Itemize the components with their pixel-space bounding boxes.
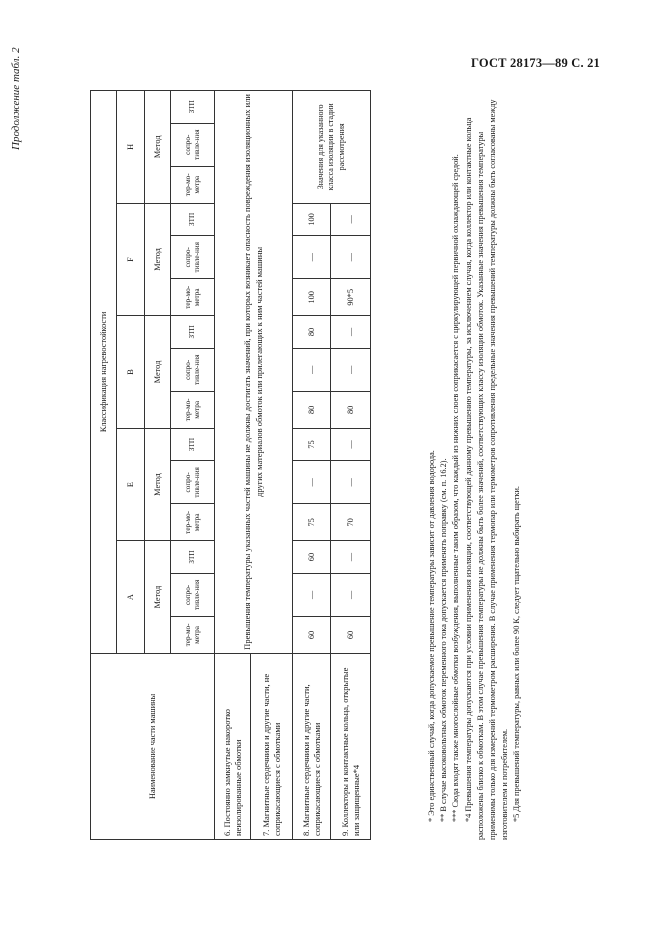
- submethod-ztp: ЗТП: [171, 541, 215, 573]
- submethod-ztp: ЗТП: [171, 91, 215, 124]
- footnote: *4 Превышения температуры допускаются при условии применения изоляции, соответствующей данному превышению температуры, за исключением случая, когда коллектор или контактные кольца расположены близко к обмоткам. В этом случае превышения температуры не должны быть более значений, соответствующих классу изоляции обмоток. Указанные значения превышения температуры применимы только для измерений термометром расширения. В случае применения термопар или термометров сопротивления предельные значения превышений температуры должны быть согласованы между изготовителем и потребителем.: [463, 99, 510, 840]
- row-label: 6. Постоянно замкнутые накоротко неизолированные обмотки: [215, 653, 251, 839]
- class-header-a: A: [117, 541, 145, 654]
- table-cell: —: [293, 573, 331, 616]
- footnote: *5 Для превышений температуры, равных или более 90 К, следует тщательно выбирать щетки.: [512, 485, 522, 822]
- table-cell: 100: [293, 203, 331, 235]
- submethod-thermometer: тер-мо-метра: [171, 279, 215, 316]
- table-cell: 80: [331, 391, 371, 428]
- submethod-resistance: сопро-тивле-ния: [171, 573, 215, 616]
- method-label: Метод: [145, 428, 171, 541]
- submethod-ztp: ЗТП: [171, 428, 215, 460]
- table-cell: 90*5: [331, 279, 371, 316]
- row-label: 9. Коллекторы и контактные кольца, открытые или защищенные*4: [331, 653, 371, 839]
- class-h-note: Значения для указанного класса изоляции в стадии рассмотрения: [293, 91, 371, 204]
- page-header: ГОСТ 28173—89 С. 21: [471, 56, 600, 70]
- table-cell: 70: [331, 504, 371, 541]
- submethod-thermometer: тер-мо-метра: [171, 391, 215, 428]
- footnote: *** Сюда входят также многослойные обмотки возбуждения, выполненные таким образом, что каждый из нижних слоев соприкасается с циркулирующей первичной охлаждающей средой.: [451, 154, 461, 822]
- row-label: 7. Магнитные сердечники и другие части, не соприкасающиеся с обмотками: [251, 653, 293, 839]
- table-cell: 80: [293, 316, 331, 348]
- submethod-ztp: ЗТП: [171, 203, 215, 235]
- submethod-resistance: сопро-тивле-ния: [171, 461, 215, 504]
- table-cell: 80: [293, 391, 331, 428]
- table-cell: —: [331, 236, 371, 279]
- class-header-b: B: [117, 316, 145, 429]
- submethod-thermometer: тер-мо-метра: [171, 504, 215, 541]
- table-cell: 60: [293, 541, 331, 573]
- table-cell: —: [331, 316, 371, 348]
- table-cell: —: [331, 428, 371, 460]
- table-cell: —: [293, 461, 331, 504]
- footnote: ** В случае высоковольтных обмоток переменного тока допускается применять поправку (см. п. 16.2).: [439, 458, 449, 822]
- table-cell: —: [293, 236, 331, 279]
- class-header-e: E: [117, 428, 145, 541]
- method-label: Метод: [145, 203, 171, 316]
- temperature-rise-table: [90, 90, 371, 840]
- table-cell: —: [331, 573, 371, 616]
- submethod-ztp: ЗТП: [171, 316, 215, 348]
- table-cell: —: [331, 541, 371, 573]
- table-row: [215, 91, 251, 840]
- submethod-thermometer: тер-мо-метра: [171, 166, 215, 203]
- col-header-name: Наименование части машины: [91, 653, 215, 839]
- method-label: Метод: [145, 91, 171, 204]
- classification-header: Классификация нагревостойкости: [91, 91, 117, 654]
- method-label: Метод: [145, 541, 171, 654]
- table-cell: —: [331, 348, 371, 391]
- table-cell: 60: [331, 617, 371, 654]
- footnote: * Это единственный случай, когда допускаемое превышение температуры зависит от давления водорода.: [427, 450, 436, 822]
- table-continuation-label: Продолжение табл. 2: [10, 47, 22, 150]
- table-row: [331, 91, 371, 840]
- footnotes: [426, 90, 524, 840]
- class-header-h: H: [117, 91, 145, 204]
- table-cell: —: [293, 348, 331, 391]
- submethod-thermometer: тер-мо-метра: [171, 617, 215, 654]
- table-cell: —: [331, 461, 371, 504]
- table-cell: 75: [293, 428, 331, 460]
- table-cell: 60: [293, 617, 331, 654]
- submethod-resistance: сопро-тивле-ния: [171, 236, 215, 279]
- submethod-resistance: сопро-тивле-ния: [171, 123, 215, 166]
- method-label: Метод: [145, 316, 171, 429]
- submethod-resistance: сопро-тивле-ния: [171, 348, 215, 391]
- table-cell: 75: [293, 504, 331, 541]
- merged-note: Превышения температуры указанных частей машины не должны достигать значений, при которых возникает опасность повреждения изоляционных или других материалов обмоток или прилегающих к ним частей машины: [215, 91, 293, 654]
- row-label: 8. Магнитные сердечники и другие части, соприкасающиеся с обмотками: [293, 653, 331, 839]
- table-cell: —: [331, 203, 371, 235]
- class-header-f: F: [117, 203, 145, 316]
- table-cell: 100: [293, 279, 331, 316]
- table-row: [293, 91, 331, 840]
